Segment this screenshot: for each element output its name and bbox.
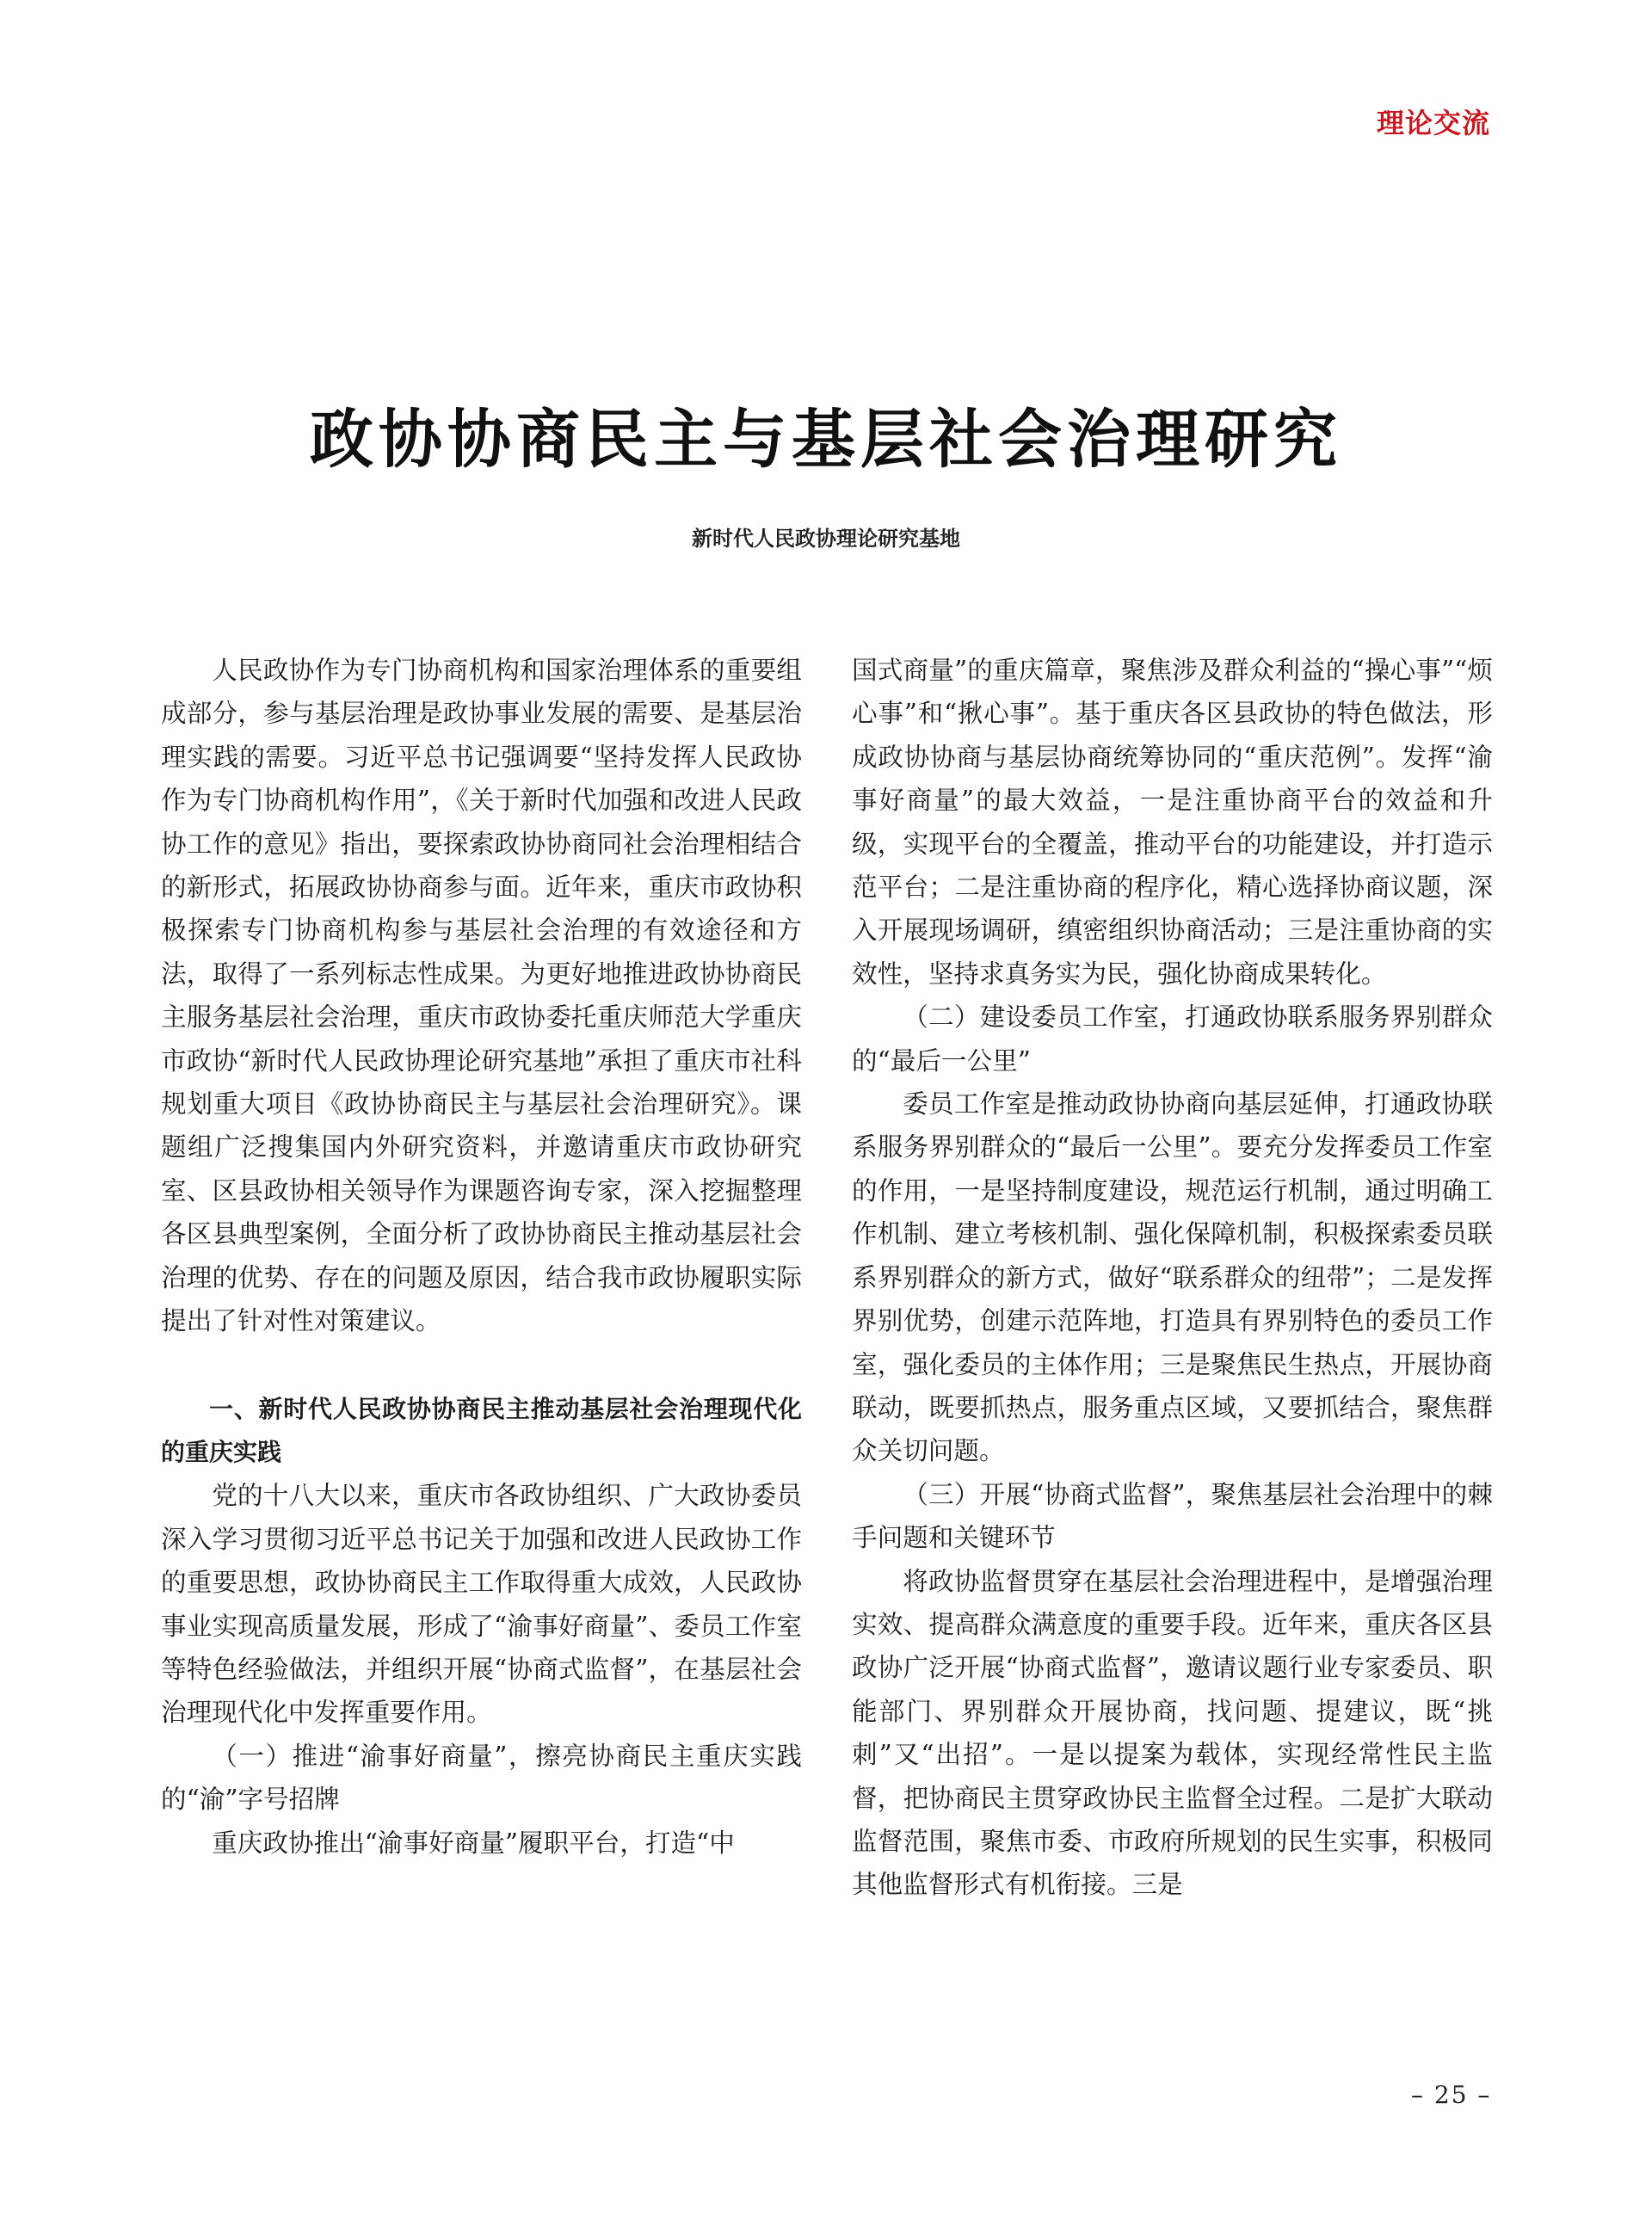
paragraph: 重庆政协推出“渝事好商量”履职平台，打造“中: [212, 1828, 735, 1858]
article-byline: 新时代人民政协理论研究基地: [692, 527, 960, 551]
paragraph: 人民政协作为专门协商机构和国家治理体系的重要组成部分，参与基层治理是政协事业发展的需要、是基层治理实践的需要。习近平总书记强调要“坚持发挥人民政协作为专门协商机构作用”，《关于新时代加强和改进人民政协工作的意见》指出，要探索政协协商同社会治理相结合的新形式，拓展政协协商参与面。近年来，重庆市政协积极探索专门协商机构参与基层社会治理的有效途径和方法，取得了一系列标志性成果。为更好地推进政协协商民主服务基层社会治理，重庆市政协委托重庆师范大学重庆市政协“新时代人民政协理论研究基地”承担了重庆市社科规划重大项目《政协协商民主与基层社会治理研究》。课题组广泛搜集国内外研究资料，并邀请重庆市政协研究室、区县政协相关领导作为课题咨询专家，深入挖掘整理各区县典型案例，全面分析了政协协商民主推动基层社会治理的优势、存在的问题及原因，结合我市政协履职实际提出了针对性对策建议。: [161, 656, 802, 1336]
paragraph: 将政协监督贯穿在基层社会治理进程中，是增强治理实效、提高群众满意度的重要手段。近年来，重庆各区县政协广泛开展“协商式监督”，邀请议题行业专家委员、职能部门、界别群众开展协商，找问题、提建议，既“挑刺”又“出招”。一是以提案为载体，实现经常性民主监督，把协商民主贯穿政协民主监督全过程。二是扩大联动监督范围，聚焦市委、市政府所规划的民生实事，积极同其他监督形式有机衔接。三是: [852, 1566, 1493, 1900]
page-number: – 25 –: [1411, 2081, 1492, 2109]
section-heading: 一、新时代人民政协协商民主推动基层社会治理现代化的重庆实践: [161, 1394, 802, 1466]
article-title: 政协协商民主与基层社会治理研究: [310, 403, 1342, 477]
subheading: （三）开展“协商式监督”，聚焦基层社会治理中的棘手问题和关键环节: [852, 1479, 1493, 1553]
paragraph: 党的十八大以来，重庆市各政协组织、广大政协委员深入学习贯彻习近平总书记关于加强和改进人民政协工作的重要思想，政协协商民主工作取得重大成效，人民政协事业实现高质量发展，形成了“渝事好商量”、委员工作室等特色经验做法，并组织开展“协商式监督”，在基层社会治理现代化中发挥重要作用。: [161, 1481, 802, 1728]
right-column: [852, 649, 1493, 1907]
left-column: [161, 649, 802, 1865]
paragraph: 国式商量”的重庆篇章，聚焦涉及群众利益的“操心事”“烦心事”和“揪心事”。基于重庆各区县政协的特色做法，形成政协协商与基层协商统筹协同的“重庆范例”。发挥“渝事好商量”的最大效益，一是注重协商平台的效益和升级，实现平台的全覆盖，推动平台的功能建设，并打造示范平台；二是注重协商的程序化，精心选择协商议题，深入开展现场调研，缜密组织协商活动；三是注重协商的实效性，坚持求真务实为民，强化协商成果转化。: [852, 656, 1493, 989]
subheading: （一）推进“渝事好商量”，擦亮协商民主重庆实践的“渝”字号招牌: [161, 1741, 802, 1815]
section-tag: 理论交流: [1377, 107, 1491, 139]
subheading: （二）建设委员工作室，打通政协联系服务界别群众的“最后一公里”: [852, 1002, 1493, 1076]
paragraph: 委员工作室是推动政协协商向基层延伸，打通政协联系服务界别群众的“最后一公里”。要充分发挥委员工作室的作用，一是坚持制度建设，规范运行机制，通过明确工作机制、建立考核机制、强化保障机制，积极探索委员联系界别群众的新方式，做好“联系群众的纽带”；二是发挥界别优势，创建示范阵地，打造具有界别特色的委员工作室，强化委员的主体作用；三是聚焦民生热点，开展协商联动，既要抓热点，服务重点区域，又要抓结合，聚焦群众关切问题。: [852, 1089, 1493, 1466]
